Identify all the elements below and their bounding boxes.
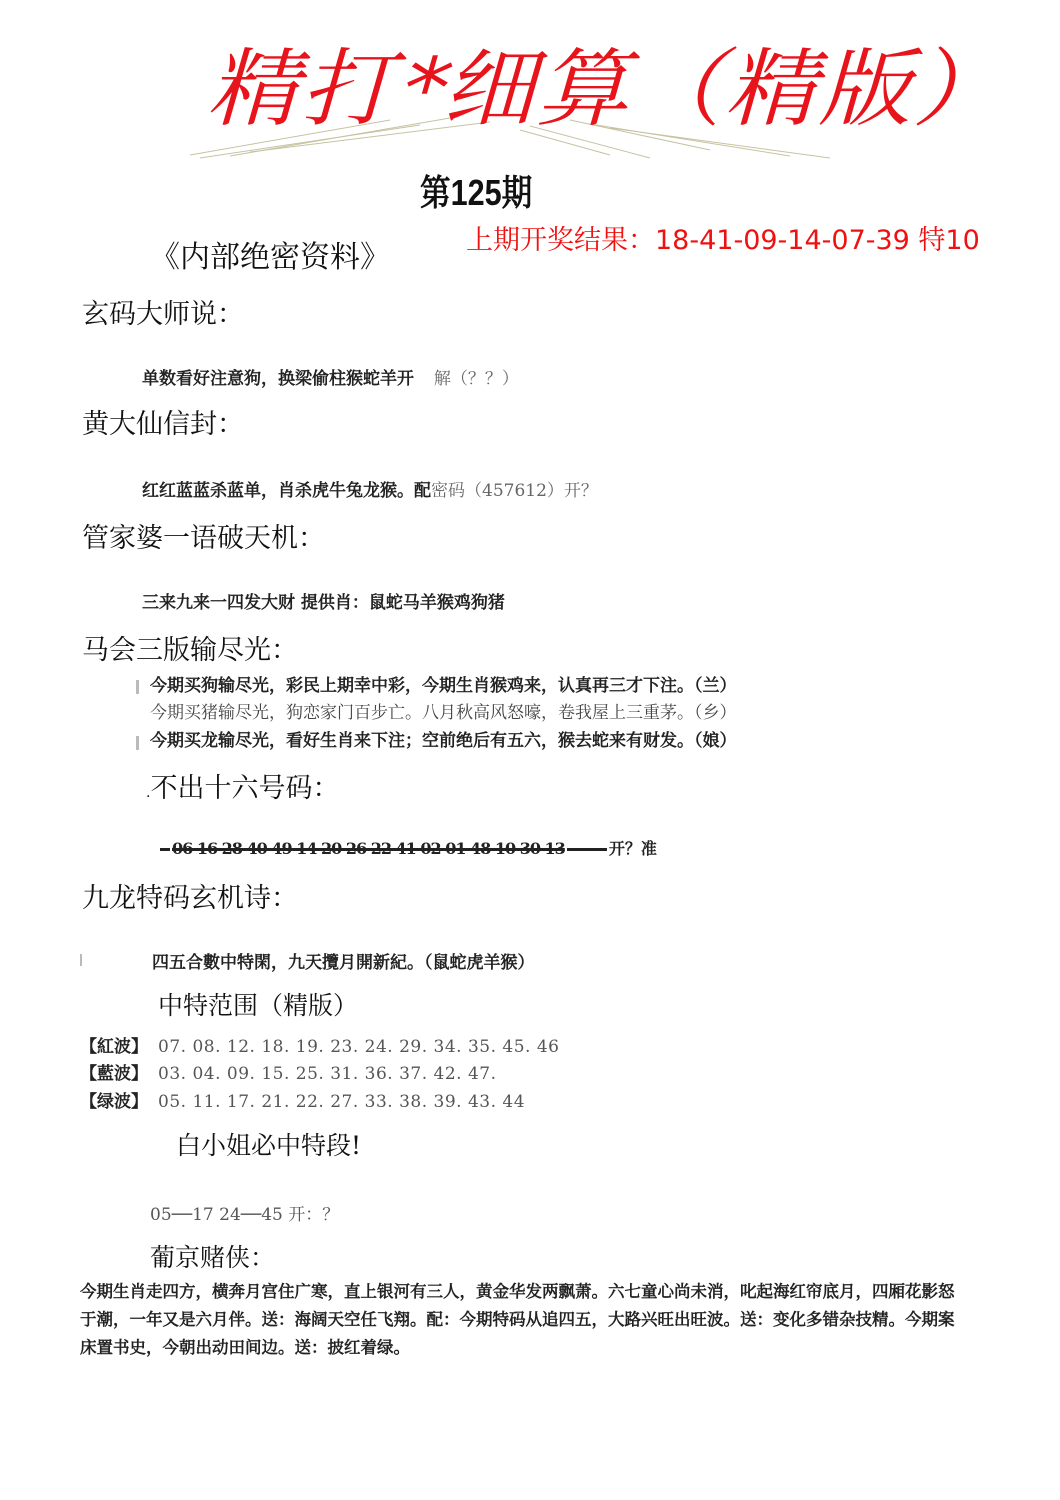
- title-banner: [190, 30, 1029, 145]
- wave-numbers-blue: 03. 04. 09. 15. 25. 31. 36. 37. 42. 47.: [158, 1064, 497, 1084]
- section-heading-mahui: 马会三版输尽光：: [82, 635, 298, 666]
- wave-row-red: [80, 1032, 559, 1057]
- jiulong-line: 四五合數中特閑，九天攬月開新紀。（鼠蛇虎羊猴）: [152, 953, 535, 973]
- wave-numbers-red: 07. 08. 12. 18. 19. 23. 24. 29. 34. 35. 45. 46: [158, 1037, 560, 1057]
- buchu-heading-text: 不出十六号码：: [150, 773, 340, 804]
- mahui-line-1: 今期买狗输尽光，彩民上期幸中彩，今期生肖猴鸡来，认真再三才下注。（兰）: [150, 676, 737, 696]
- bullet-mark: .: [146, 785, 151, 801]
- xuanma-line: [142, 364, 519, 389]
- mahui-line-2: 今期买猪输尽光，狗恋家门百步亡。八月秋高风怒嚎，卷我屋上三重茅。（乡）: [150, 703, 737, 723]
- wave-label-red: 【紅波】: [80, 1037, 148, 1057]
- wave-row-green: [80, 1087, 525, 1112]
- strike-dash: [567, 848, 607, 851]
- banner-title: 精打*细算（精版）: [200, 39, 1029, 139]
- issue-number: 第125期: [420, 172, 533, 213]
- document-title: 《内部绝密资料》: [150, 240, 390, 275]
- buchu-numbers-line: [158, 836, 657, 859]
- buchu-suffix: 开？准: [608, 839, 657, 858]
- section-heading-pujing: 葡京赌侠：: [150, 1243, 276, 1272]
- scan-artifact: [136, 680, 139, 694]
- guanjiapo-line: 三来九来一四发大财 提供肖：鼠蛇马羊猴鸡狗猪: [142, 593, 505, 613]
- strike-dash: [160, 848, 170, 851]
- wave-label-green: 【绿波】: [80, 1092, 148, 1112]
- section-heading-baixiaojie: 白小姐必中特段!: [176, 1131, 362, 1160]
- wave-label-blue: 【藍波】: [80, 1064, 148, 1084]
- wave-numbers-green: 05. 11. 17. 21. 22. 27. 33. 38. 39. 43. 44: [158, 1092, 526, 1112]
- last-draw-result: 上期开奖结果：18-41-09-14-07-39 特10: [466, 225, 980, 256]
- section-heading-jiulong: 九龙特码玄机诗：: [82, 883, 298, 914]
- section-heading-huangdaxian: 黄大仙信封：: [82, 409, 244, 440]
- pujing-paragraph: 今期生肖走四方，横奔月宫住广寒，直上银河有三人，黄金华发两飘萧。六七童心尚未消，叱起海红帘底月，四厢花影怒于潮，一年又是六月伴。送：海阔天空任飞翔。配：今期特码从追四五，大路兴旺出旺波。送：变化多错杂技精。今期案床置书史，今朝出动田间边。送：披红着绿。: [80, 1282, 955, 1357]
- huangdaxian-text: 红红蓝蓝杀蓝单，肖杀虎牛兔龙猴。配: [142, 481, 431, 501]
- huangdaxian-line: [142, 476, 598, 501]
- scan-artifact: [80, 954, 82, 966]
- huangdaxian-code: 密码（457612）开？: [431, 481, 598, 501]
- section-heading-guanjiapo: 管家婆一语破天机：: [82, 523, 325, 554]
- xuanma-text: 单数看好注意狗，换梁偷柱猴蛇羊开: [142, 369, 414, 389]
- section-heading-xuanma: 玄码大师说：: [82, 299, 244, 330]
- struck-numbers: 06 16 28 40 49 14 20 26 22 41 02 01 48 10 30 13: [172, 839, 565, 858]
- scan-artifact: [136, 736, 139, 750]
- xuanma-suffix: 解（？？）: [433, 369, 519, 389]
- mahui-line-3: 今期买龙输尽光，看好生肖来下注；空前绝后有五六，猴去蛇来有财发。（娘）: [150, 731, 737, 751]
- section-heading-buchu: [146, 766, 339, 805]
- section-heading-zhongte: 中特范围（精版）: [158, 991, 359, 1020]
- wave-row-blue: [80, 1059, 497, 1084]
- baixiaojie-line: 05──17 24──45 开：？: [150, 1205, 340, 1225]
